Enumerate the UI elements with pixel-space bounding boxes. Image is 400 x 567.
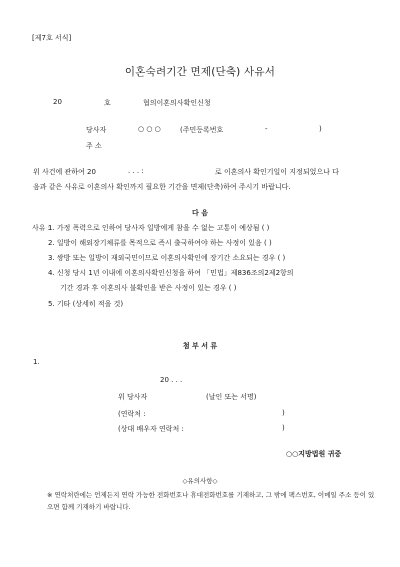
reasons-heading: 다 음 [192, 209, 208, 217]
sign-hint: (날인 또는 서명) [206, 393, 257, 401]
notes-heading: ◇유의사항◇ [182, 477, 218, 485]
party-id-close: ) [319, 125, 322, 133]
party-name-marks: ○ ○ ○ [138, 125, 161, 133]
sign-party-label: 위 당사자 [118, 393, 148, 401]
party-id-label: (주민등록번호 [180, 126, 224, 134]
attachments-heading: 첨 부 서 류 [182, 342, 218, 350]
reason-item-1: 1. 가정 폭력으로 인하여 당사자 일방에게 참을 수 없는 고통이 예상됨 ( ) [48, 224, 270, 232]
intro-line2: 음과 같은 사유로 이혼의사 확인까지 필요한 기간을 면제(단축)하여 주시기 바랍니다. [33, 183, 291, 191]
address-label: 주 소 [86, 142, 102, 150]
court-name: ○○지방법원 귀중 [286, 450, 342, 458]
other-contact-close: ) [282, 424, 285, 432]
reason-item-4: 4. 신청 당시 1년 이내에 이혼의사확인신청을 하여 「민법」제836조의2제2항의 [48, 269, 294, 277]
page-title: 이혼숙려기간 면제(단축) 사유서 [124, 66, 276, 78]
intro-line1-c: 로 이혼의사 확인기일이 지정되었으나 다 [215, 168, 339, 176]
form-number: [제7호 서식] [32, 34, 72, 42]
intro-line1-b: . . . : [128, 167, 144, 175]
case-ho: 호 [104, 99, 111, 107]
reason-item-5: 5. 기타 (상세히 적을 것) [48, 300, 124, 308]
reason-item-3: 3. 쌍방 또는 일방이 재외국민이므로 이혼의사확인에 장기간 소요되는 경우 ( ) [48, 254, 286, 262]
reason-item-4-cont: 기간 경과 후 이혼의사 불확인을 받은 사정이 있는 경우 ( ) [60, 284, 237, 292]
reasons-label: 사유 : [32, 224, 51, 232]
contact-close: ) [282, 409, 285, 417]
reason-item-2: 2. 일방이 해외장기체류를 목적으로 즉시 출국하여야 하는 사정이 있음 ( ) [48, 239, 272, 247]
case-name: 협의이혼의사확인신청 [143, 99, 211, 107]
attachment-item-1: 1. [33, 358, 40, 366]
title-row [0, 60, 400, 79]
sign-date: 20 . . . [160, 376, 183, 384]
notes-body: ※ 연락처란에는 언제든지 연락 가능한 전화번호나 휴대전화번호를 기재하고, 그 밖에 팩스번호, 이메일 주소 등이 있으면 함께 기재하기 바랍니다. [47, 491, 375, 511]
contact-label: (연락처 : [118, 410, 146, 418]
party-id-dash: - [265, 125, 268, 133]
party-label: 당사자 [86, 126, 107, 134]
case-year: 20 [53, 98, 62, 106]
other-contact-label: (상대 배우자 연락처 : [118, 425, 184, 433]
intro-line1-a: 위 사건에 관하여 20 [33, 168, 96, 176]
